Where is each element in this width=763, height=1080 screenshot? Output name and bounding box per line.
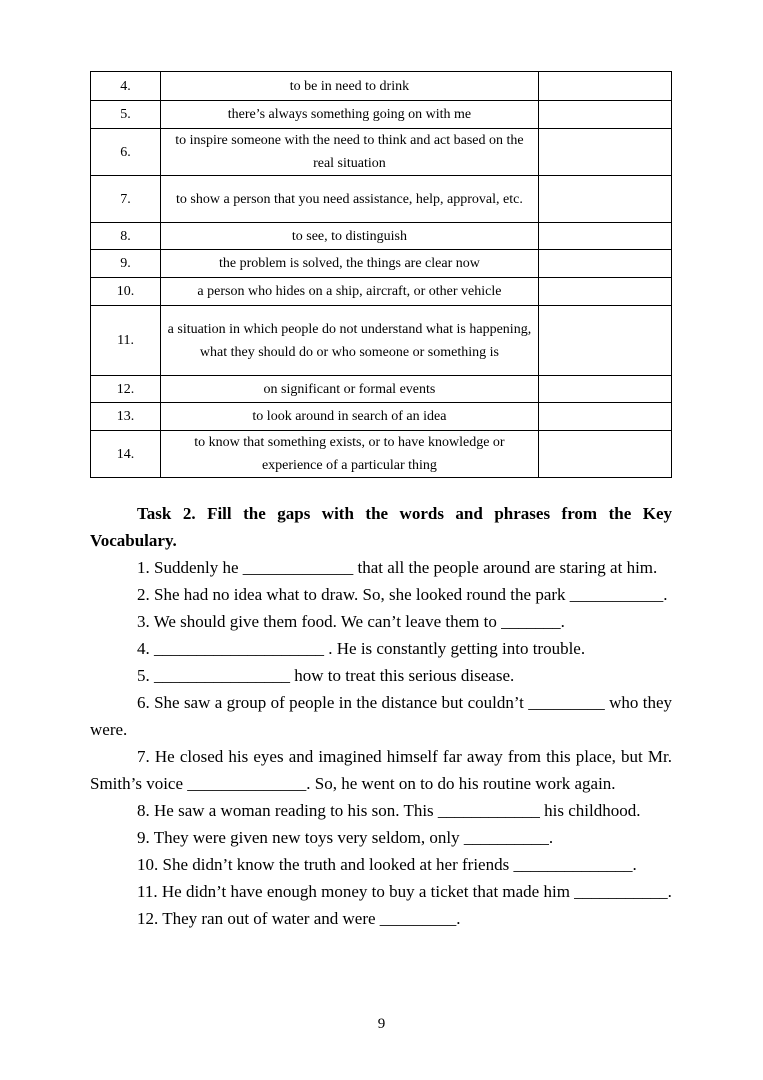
exercise-item: 9. They were given new toys very seldom, only __________. [137,828,554,847]
task-2-section [90,500,672,932]
table-row [91,403,672,431]
row-definition: a situation in which people do not understand what is happening, what they should do or who someone or something is [161,306,539,376]
row-number: 6. [91,129,161,176]
row-answer-cell[interactable] [538,431,671,478]
exercise-item: 7. He closed his eyes and imagined himself far away from this place, but Mr. Smith’s voice ______________. So, he went on to do his routine work again. [90,747,672,793]
exercise-item: 6. She saw a group of people in the distance but couldn’t _________ who they were. [90,693,672,739]
page-number: 9 [377,1016,386,1032]
exercise-item: 5. ________________ how to treat this serious disease. [137,666,515,685]
exercise-item: 11. He didn’t have enough money to buy a ticket that made him ___________. [137,882,672,901]
row-number: 7. [91,176,161,223]
row-answer-cell[interactable] [538,278,671,306]
row-number: 8. [91,223,161,250]
table-row [91,278,672,306]
row-definition: the problem is solved, the things are clear now [161,250,539,278]
row-number: 9. [91,250,161,278]
row-answer-cell[interactable] [538,223,671,250]
row-answer-cell[interactable] [538,250,671,278]
row-number: 14. [91,431,161,478]
table-row [91,223,672,250]
exercise-item: 12. They ran out of water and were _________. [137,909,461,928]
exercise-item: 1. Suddenly he _____________ that all the people around are staring at him. [137,558,658,577]
row-number: 12. [91,376,161,403]
table-row [91,101,672,129]
row-number: 13. [91,403,161,431]
row-definition: to look around in search of an idea [161,403,539,431]
task-title: Task 2. Fill the gaps with the words and phrases from the Key Vocabulary. [90,504,672,550]
row-definition: to know that something exists, or to have knowledge or experience of a particular thing [161,431,539,478]
table-row [91,129,672,176]
row-number: 10. [91,278,161,306]
row-definition: a person who hides on a ship, aircraft, or other vehicle [161,278,539,306]
table-row [91,176,672,223]
table-row [91,431,672,478]
row-answer-cell[interactable] [538,129,671,176]
exercise-item: 10. She didn’t know the truth and looked at her friends ______________. [137,855,637,874]
row-answer-cell[interactable] [538,101,671,129]
row-number: 11. [91,306,161,376]
row-answer-cell[interactable] [538,306,671,376]
vocabulary-table [90,71,672,478]
row-number: 5. [91,101,161,129]
table-row [91,376,672,403]
table-row [91,306,672,376]
exercise-item: 8. He saw a woman reading to his son. This ____________ his childhood. [137,801,641,820]
row-number: 4. [91,72,161,101]
row-definition: to inspire someone with the need to think and act based on the real situation [161,129,539,176]
row-definition: to see, to distinguish [161,223,539,250]
table-row [91,72,672,101]
row-answer-cell[interactable] [538,176,671,223]
row-answer-cell[interactable] [538,376,671,403]
row-definition: there’s always something going on with me [161,101,539,129]
row-answer-cell[interactable] [538,403,671,431]
table-row [91,250,672,278]
row-definition: on significant or formal events [161,376,539,403]
exercise-item: 2. She had no idea what to draw. So, she looked round the park ___________. [137,585,668,604]
row-definition: to be in need to drink [161,72,539,101]
row-answer-cell[interactable] [538,72,671,101]
exercise-item: 3. We should give them food. We can’t leave them to _______. [137,612,565,631]
row-definition: to show a person that you need assistance, help, approval, etc. [161,176,539,223]
exercise-item: 4. ____________________ . He is constantly getting into trouble. [137,639,586,658]
